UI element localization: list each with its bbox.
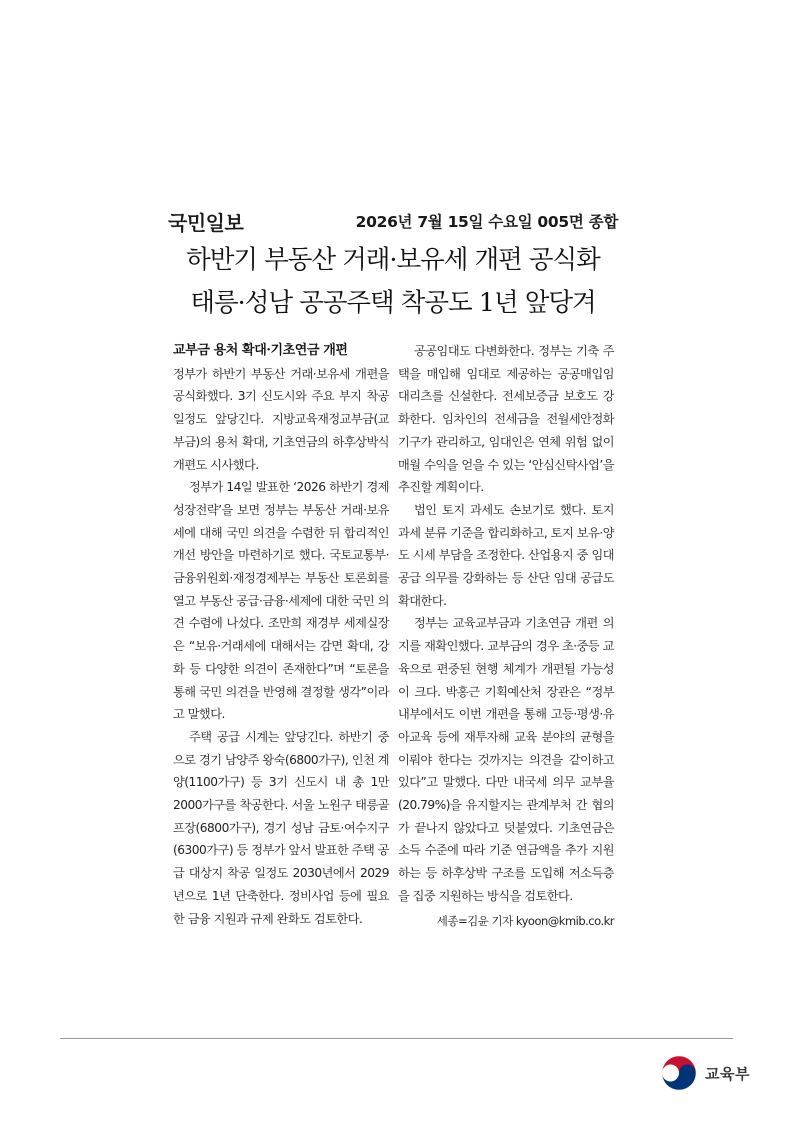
paper-name: 국민일보 <box>168 211 244 235</box>
paragraph: 주택 공급 시계는 앞당긴다. 하반기 중으로 경기 남양주 왕숙(6800가구), 인천 계양(1100가구) 등 3기 신도시 내 총 1만 2000가구를 착공한다. 서울 노원구 태릉골프장(6800가구), 경기 성남 금토·여수지구(6300가구) 등 정부가 앞서 발표한 주택 공급 대상지 착공 일정도 2030년에서 2029년으로 1년 단축한다. 정비사업 등에 필요한 금융 지원과 규제 완화도 검토한다. <box>173 729 389 926</box>
paragraph: 정부는 교육교부금과 기초연금 개편 의지를 재확인했다. 교부금의 경우 초·중등 교육으로 편중된 현행 체계가 개편될 가능성이 크다. 박홍근 기획예산처 장관은 “정부 내부에서도 이번 개편을 통해 고등·평생·유아교육 등에 재투자해 교육 분야의 균형을 이뤄야 한다는 것까지는 의견을 같이하고 있다”고 말했다. 다만 내국세 의무 교부율(20.79%)을 유지할지는 관계부처 간 협의가 끝나지 않았다고 덧붙였다. 기초연금은 소득 수준에 따라 기준 연금액을 추가 지원하는 등 하후상박 구조를 도입해 저소득층을 집중 지원하는 방식을 검토한다. <box>398 616 614 903</box>
article-column-left <box>173 340 389 930</box>
paragraph: 공공임대도 다변화한다. 정부는 기축 주택을 매입해 임대로 제공하는 공공매입임대리츠를 신설한다. 전세보증금 보호도 강화한다. 임차인의 전세금을 전월세안정화기구가 관리하고, 임대인은 연체 위험 없이 매월 수익을 얻을 수 있는 ‘안심신탁사업’을 추진할 계획이다. <box>398 344 614 495</box>
headline-line-2: 태릉·성남 공공주택 착공도 1년 앞당겨 <box>190 288 596 318</box>
paragraph: 정부가 14일 발표한 ‘2026 하반기 경제성장전략’을 보면 정부는 부동산 거래·보유세에 대해 국민 의견을 수렴한 뒤 합리적인 개선 방안을 마련하기로 했다. 국토교통부·금융위원회·재정경제부는 부동산 토론회를 열고 부동산 공급·금융·세제에 대한 국민 의견 수렴에 나섰다. 조만희 재경부 세제실장은 “보유·거래세에 대해서는 감면 확대, 강화 등 다양한 의견이 존재한다”며 “토론을 통해 국민 의견을 반영해 결정할 생각”이라고 말했다. <box>173 480 389 722</box>
paragraph: 법인 토지 과세도 손보기로 했다. 토지 과세 분류 기준을 합리화하고, 토지 보유·양도 시세 부담을 조정한다. 산업용지 중 임대공급 의무를 강화하는 등 산단 임대 공급도 확대한다. <box>398 502 614 608</box>
paragraph: 정부가 하반기 부동산 거래·보유세 개편을 공식화했다. 3기 신도시와 주요 부지 착공 일정도 앞당긴다. 지방교육재정교부금(교부금)의 용처 확대, 기초연금의 하후상박식 개편도 시사했다. <box>173 366 389 472</box>
subheading: 교부금 용처 확대·기초연금 개편 <box>173 343 348 358</box>
headline-line-1: 하반기 부동산 거래·보유세 개편 공식화 <box>186 245 600 275</box>
edition-info: 2026년 7월 15일 수요일 005면 종합 <box>355 213 618 231</box>
footer-divider <box>60 1038 733 1039</box>
ministry-logo <box>660 1054 760 1094</box>
ministry-name: 교육부 <box>705 1065 750 1083</box>
taegeuk-icon <box>660 1054 698 1092</box>
byline: 세종=김윤 기자 kyoon@kmib.co.kr <box>436 913 614 928</box>
masthead <box>168 207 618 233</box>
article-column-right <box>398 340 614 932</box>
